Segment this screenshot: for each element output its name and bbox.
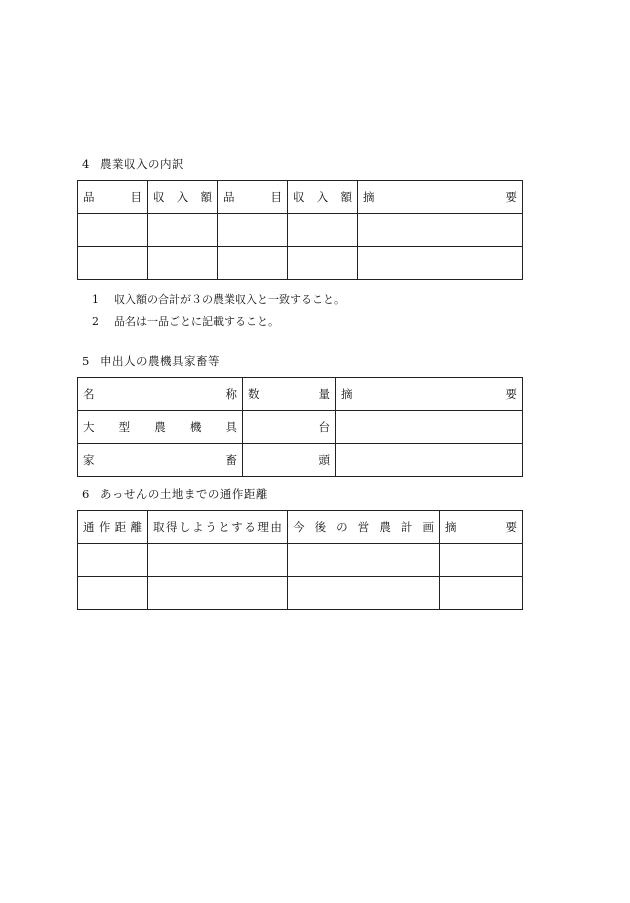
table-row	[78, 411, 523, 444]
header-cell: 数 量	[248, 387, 330, 401]
farm-income-table	[77, 180, 523, 280]
header-cell: 収 入 額	[153, 190, 212, 204]
section-6-heading: 6 あっせんの土地までの通作距離	[82, 487, 268, 501]
header-cell: 今 後 の 営 農 計 画	[293, 520, 434, 534]
header-cell: 名 称	[83, 387, 237, 401]
table-row	[78, 214, 523, 247]
row-label: 家 畜	[83, 453, 237, 467]
table-row	[78, 247, 523, 280]
table-header-row	[78, 181, 523, 214]
header-cell: 品 目	[223, 190, 282, 204]
header-cell: 収 入 額	[293, 190, 352, 204]
header-cell: 品 目	[83, 190, 142, 204]
table-row	[78, 544, 523, 577]
note-item: 2 品名は一品ごとに記載すること。	[92, 315, 279, 328]
unit-cell[interactable]: 頭	[243, 444, 336, 477]
table-row	[78, 444, 523, 477]
equipment-table	[77, 377, 523, 477]
section-4-heading: 4 農業収入の内訳	[82, 157, 184, 171]
header-cell: 摘 要	[363, 190, 517, 204]
header-cell: 取 得 し よ う と す る 理 由	[153, 520, 282, 534]
unit-cell[interactable]: 台	[243, 411, 336, 444]
note-item: 1 収入額の合計が３の農業収入と一致すること。	[92, 293, 345, 306]
row-label: 大 型 農 機 具	[83, 420, 237, 434]
table-header-row	[78, 511, 523, 544]
table-header-row	[78, 378, 523, 411]
table-row	[78, 577, 523, 610]
section-5-heading: 5 申出人の農機具家畜等	[82, 354, 220, 368]
header-cell: 通 作 距 離	[83, 520, 142, 534]
header-cell: 摘 要	[445, 520, 517, 534]
header-cell: 摘 要	[341, 387, 517, 401]
commute-table	[77, 510, 523, 610]
